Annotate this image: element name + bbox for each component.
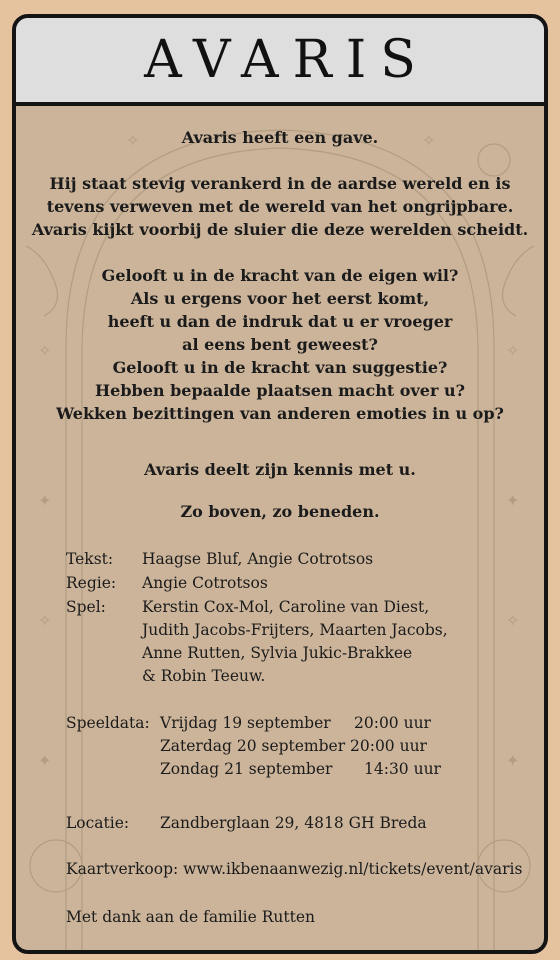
star-icon: ✧: [38, 341, 52, 360]
cast-line: & Robin Teeuw.: [142, 667, 266, 685]
star-icon: ✧: [422, 131, 436, 150]
cast-line: Kerstin Cox-Mol, Caroline van Diest,: [142, 598, 430, 616]
speeldata-label: Speeldata:: [66, 714, 150, 732]
date-time: 20:00 uur: [350, 737, 427, 755]
date-day: Vrijdag 19 september: [160, 714, 331, 732]
question-line: Gelooft u in de kracht van de eigen wil?: [101, 266, 459, 285]
credits-label: Spel:: [66, 598, 106, 616]
kaartverkoop-line: Kaartverkoop: www.ikbenaanwezig.nl/tickets/event/avaris: [66, 860, 523, 878]
locatie-label: Locatie:: [66, 814, 130, 832]
credits-label: Regie:: [66, 574, 117, 592]
question-line: al eens bent geweest?: [182, 335, 378, 354]
star-icon: ✦: [38, 751, 52, 770]
star-icon: ✦: [506, 491, 520, 510]
star-icon: ✧: [126, 131, 140, 150]
speeldata: [16, 712, 544, 784]
poster-card: [12, 14, 548, 954]
date-time: 20:00 uur: [354, 714, 431, 732]
cast-list: [142, 596, 448, 688]
intro-text: Avaris heeft een gave.: [181, 128, 379, 147]
question-line: Wekken bezittingen van anderen emoties in u op?: [56, 404, 504, 423]
description-line: tevens verweven met de wereld van het ongrijpbare.: [46, 197, 514, 216]
question-line: Gelooft u in de kracht van suggestie?: [112, 358, 448, 377]
star-icon: ✧: [506, 611, 520, 630]
title-banner: [16, 18, 544, 106]
description-line: Hij staat stevig verankerd in de aardse wereld en is: [49, 174, 511, 193]
knowledge-line: Avaris deelt zijn kennis met u.: [144, 460, 416, 479]
cast-line: Anne Rutten, Sylvia Jukic-Brakkee: [142, 644, 413, 662]
credits-label: Tekst:: [66, 550, 114, 568]
description-line: Avaris kijkt voorbij de sluier die deze werelden scheidt.: [31, 220, 529, 239]
question-line: heeft u dan de indruk dat u er vroeger: [107, 312, 453, 331]
thanks-line: Met dank aan de familie Rutten: [66, 908, 315, 926]
cast-line: Judith Jacobs-Frijters, Maarten Jacobs,: [142, 621, 448, 639]
questions-block: [16, 264, 544, 425]
star-icon: ✧: [38, 611, 52, 630]
credits-value: Haagse Bluf, Angie Cotrotsos: [142, 550, 374, 568]
description-block: [16, 172, 544, 241]
motto-line: Zo boven, zo beneden.: [180, 502, 380, 521]
question-line: Als u ergens voor het eerst komt,: [130, 289, 430, 308]
star-icon: ✦: [506, 751, 520, 770]
star-icon: ✧: [506, 341, 520, 360]
question-line: Hebben bepaalde plaatsen macht over u?: [95, 381, 465, 400]
date-time: 14:30 uur: [364, 760, 441, 778]
credits-spel: [16, 596, 544, 696]
date-day: Zondag 21 september: [160, 760, 333, 778]
star-icon: ✦: [38, 491, 52, 510]
date-day: Zaterdag 20 september: [160, 737, 346, 755]
credits-value: Angie Cotrotsos: [142, 574, 268, 592]
locatie-value: Zandberglaan 29, 4818 GH Breda: [160, 814, 427, 832]
page-title: AVARIS: [144, 30, 430, 90]
